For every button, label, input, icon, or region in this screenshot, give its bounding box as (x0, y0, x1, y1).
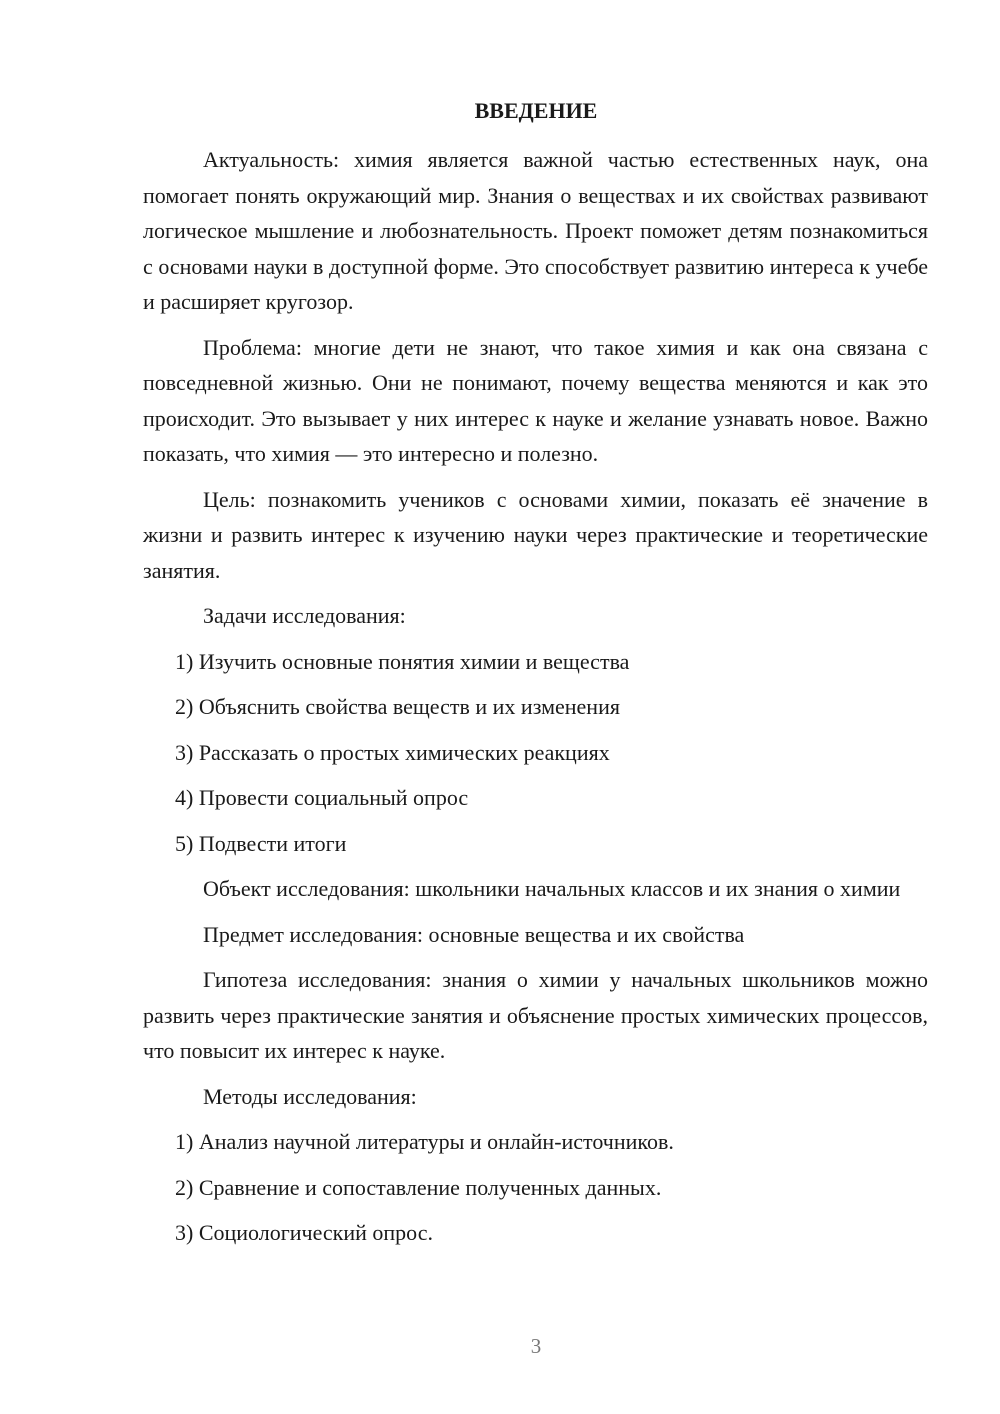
page-title: ВВЕДЕНИЕ (474, 98, 598, 123)
tasks-list (143, 644, 928, 862)
object-paragraph: Объект исследования: школьники начальных классов и их знания о химии (203, 876, 901, 901)
list-item: 1) Анализ научной литературы и онлайн-источников. (175, 1129, 674, 1154)
document-body (143, 142, 928, 1261)
list-item: 2) Объяснить свойства веществ и их изменения (175, 694, 620, 719)
list-item: 1) Изучить основные понятия химии и вещества (175, 648, 630, 674)
list-item: 3) Социологический опрос. (175, 1220, 433, 1245)
hypothesis-paragraph: Гипотеза исследования: знания о химии у начальных школьников можно развить через практические занятия и объяснение простых химических процессов, что повысит их интерес к науке. (143, 967, 928, 1063)
list-item: 2) Сравнение и сопоставление полученных данных. (175, 1174, 662, 1200)
list-item: 3) Рассказать о простых химических реакциях (175, 739, 610, 765)
methods-list (143, 1124, 928, 1251)
page-number: 3 (530, 1334, 542, 1358)
list-item: 4) Провести социальный опрос (175, 785, 469, 810)
subject-paragraph: Предмет исследования: основные вещества и их свойства (203, 921, 745, 947)
methods-heading: Методы исследования: (203, 1083, 417, 1109)
list-item: 5) Подвести итоги (175, 830, 347, 856)
goal-paragraph: Цель: познакомить учеников с основами химии, показать её значение в жизни и развить интерес к изучению науки через практические и теоретические занятия. (143, 486, 928, 583)
relevance-paragraph: Актуальность: химия является важной частью естественных наук, она помогает понять окружающий мир. Знания о веществах и их свойствах развивают логическое мышление и любознательность. Проект поможет детям познакомиться с основами науки в доступной форме. Это способствует развитию интереса к учебе и расширяет кругозор. (143, 147, 928, 314)
tasks-heading: Задачи исследования: (203, 603, 406, 628)
problem-paragraph: Проблема: многие дети не знают, что такое химия и как она связана с повседневной жизнью. Они не понимают, почему вещества меняются и как это происходит. Это вызывает у них интерес к науке и желание узнавать новое. Важно показать, что химия — это интересно и полезно. (143, 334, 928, 466)
